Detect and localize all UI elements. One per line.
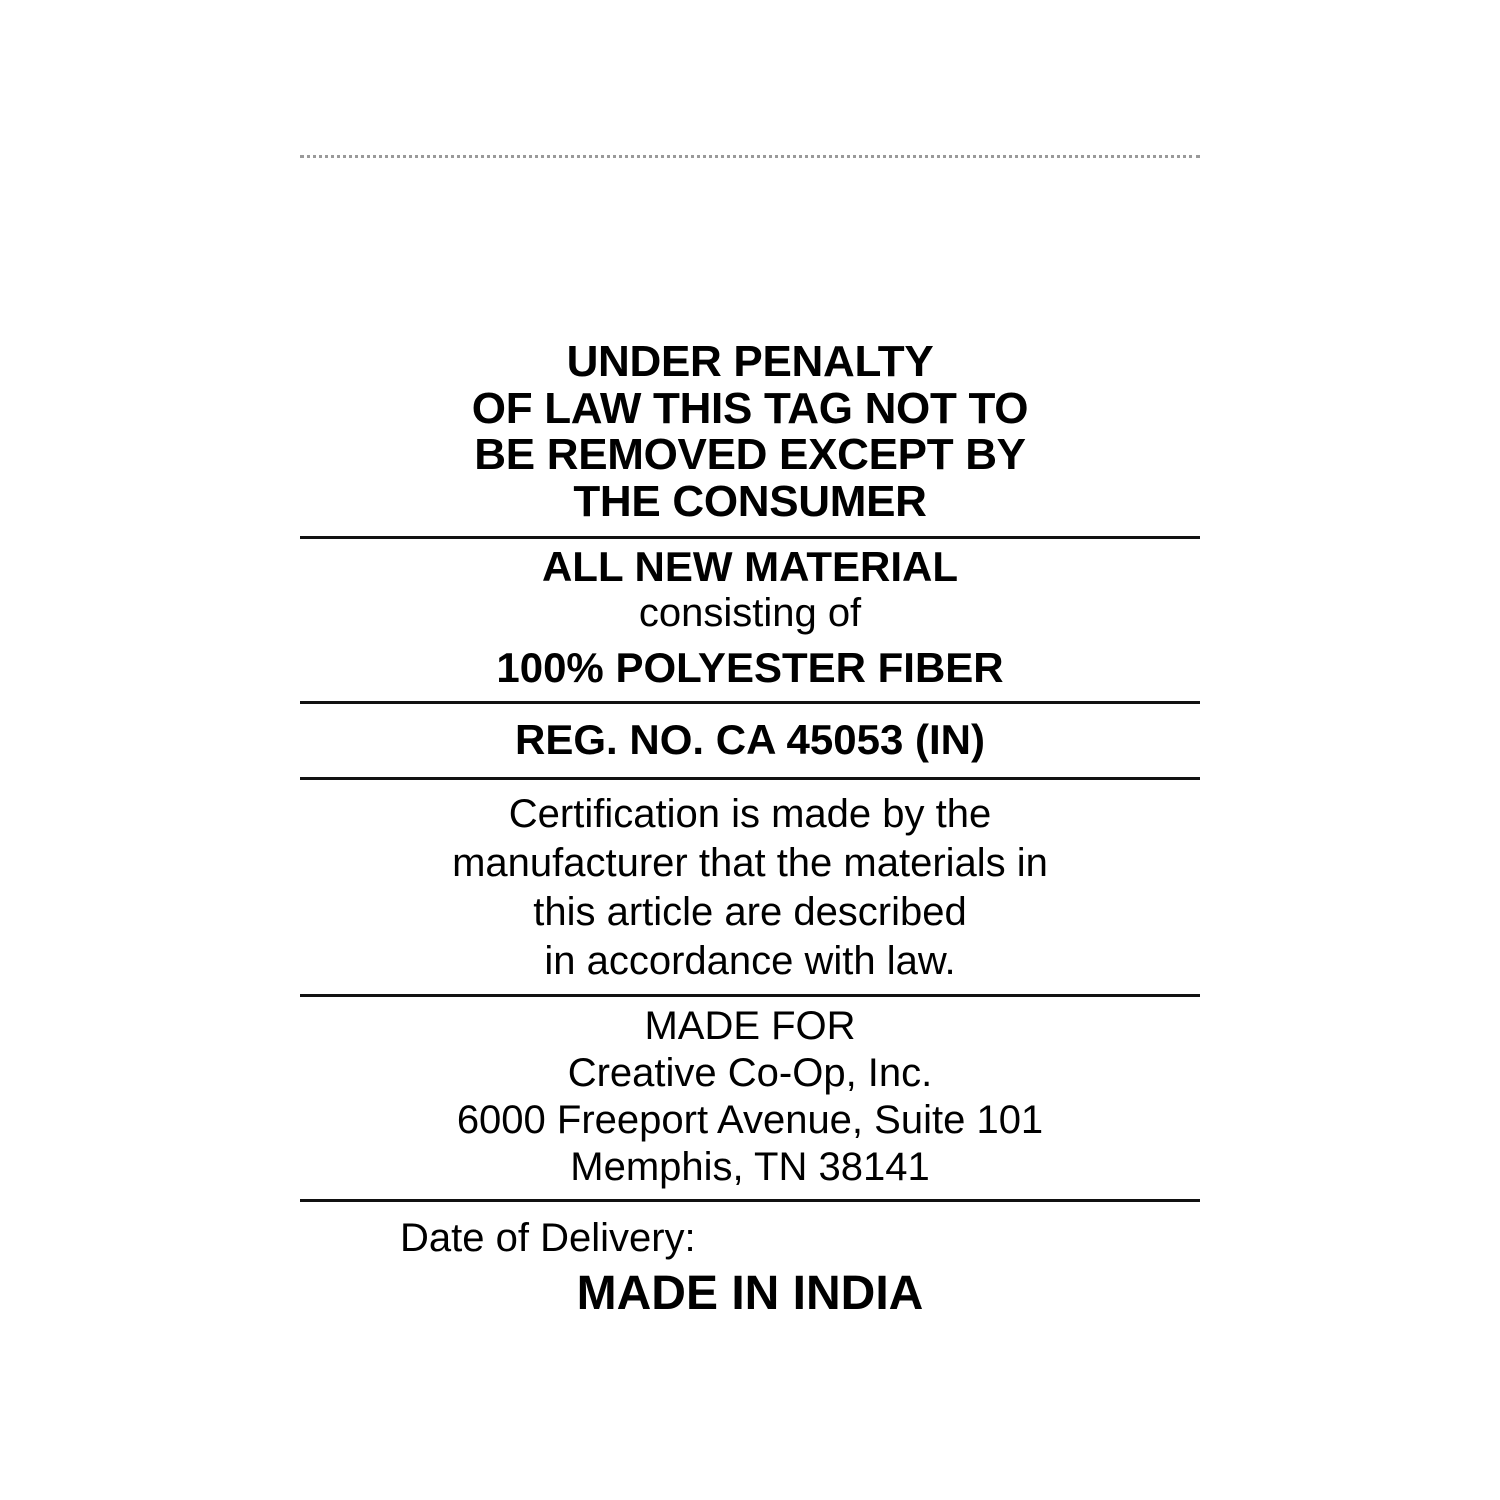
certification-line-4: in accordance with law.: [544, 938, 956, 983]
penalty-notice-line-3: BE REMOVED EXCEPT BY: [474, 430, 1026, 480]
made-for-heading: MADE FOR: [644, 1003, 856, 1048]
certification-line-1: Certification is made by the: [508, 792, 992, 837]
penalty-notice: [300, 335, 1200, 536]
country-of-origin: MADE IN INDIA: [576, 1267, 924, 1321]
made-for-company: Creative Co-Op, Inc.: [567, 1050, 933, 1095]
penalty-notice-line-4: THE CONSUMER: [573, 476, 927, 526]
material-subheading: consisting of: [638, 590, 862, 635]
certification-line-2: manufacturer that the materials in: [452, 841, 1048, 886]
date-of-delivery-label: Date of Delivery:: [400, 1216, 696, 1261]
material-heading: ALL NEW MATERIAL: [541, 542, 959, 590]
penalty-notice-line-2: OF LAW THIS TAG NOT TO: [471, 383, 1029, 433]
penalty-notice-line-1: UNDER PENALTY: [566, 337, 934, 386]
perforation-line: [300, 155, 1200, 160]
material-fiber-content: 100% POLYESTER FIBER: [496, 643, 1004, 691]
registration-number: REG. NO. CA 45053 (IN): [515, 716, 985, 764]
made-for-address-line-1: 6000 Freeport Avenue, Suite 101: [456, 1097, 1044, 1142]
tag-content: [300, 335, 1200, 1324]
material-section: [300, 539, 1200, 702]
certification-statement: [300, 780, 1200, 993]
registration-section: [300, 704, 1200, 777]
made-for-address-line-2: Memphis, TN 38141: [570, 1145, 930, 1190]
certification-line-3: this article are described: [533, 889, 967, 934]
made-for-section: [300, 997, 1200, 1200]
